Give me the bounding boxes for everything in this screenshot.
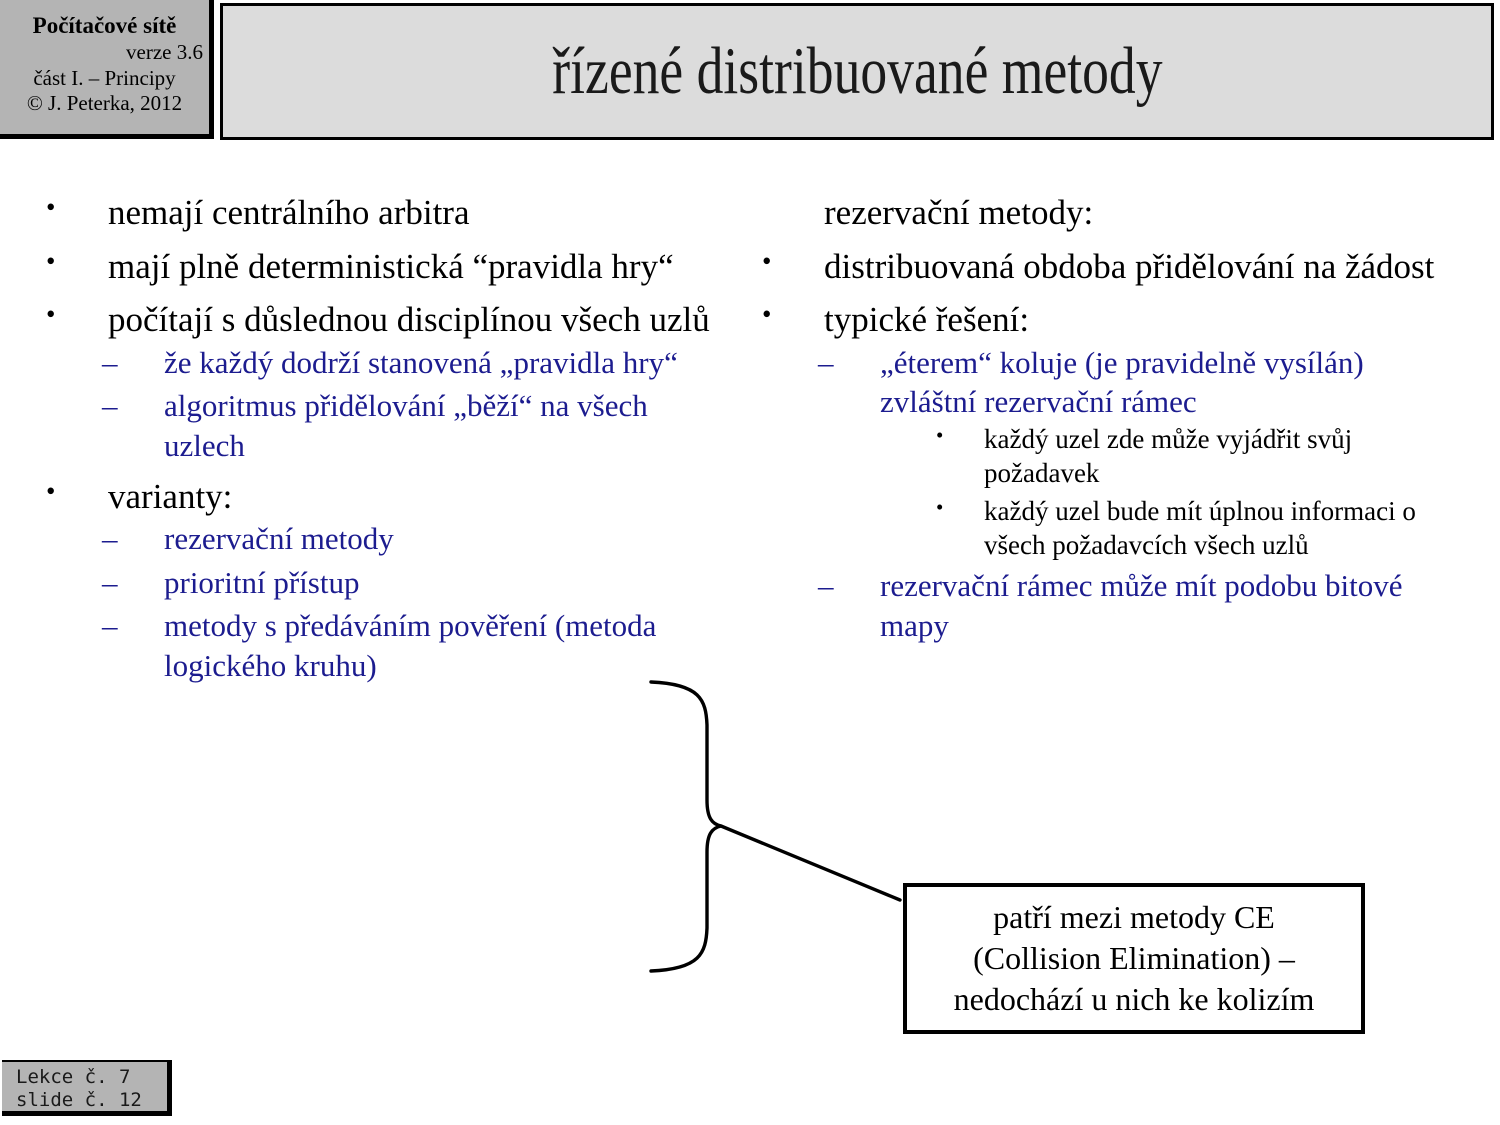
list-item: – rezervační metody [46, 519, 736, 559]
curly-brace-icon [651, 682, 721, 971]
list-item-label: nemají centrálního arbitra [108, 193, 470, 232]
list-item-label: prioritní přístup [164, 564, 360, 600]
bullet-list-level-2 [46, 343, 736, 466]
list-item-label: že každý dodrží stanovená „pravidla hry“ [164, 344, 678, 380]
course-part: část I. – Principy [33, 65, 176, 90]
list-item-label: rezervační rámec může mít podobu bitové mapy [880, 567, 1403, 643]
left-content-column [46, 190, 736, 694]
list-item: – prioritní přístup [46, 563, 736, 603]
list-item-label: každý uzel bude mít úplnou informaci o všech požadavcích všech uzlů [984, 495, 1416, 560]
list-item-label: varianty: [108, 476, 233, 516]
list-item: – algoritmus přidělování „běží“ na všech uzlech [46, 386, 736, 465]
right-bullet-list [762, 190, 1462, 645]
list-item: • nemají centrálního arbitra [46, 190, 736, 236]
callout-box [903, 883, 1365, 1034]
list-item-label: metody s předáváním pověření (metoda logického kruhu) [164, 608, 657, 684]
list-item-label: typické řešení: [824, 300, 1030, 339]
bullet-list-level-3 [818, 422, 1462, 562]
list-item-label: mají plně deterministická “pravidla hry“ [108, 246, 674, 286]
list-item-label: rezervační metody: [824, 193, 1094, 232]
list-item: – že každý dodrží stanovená „pravidla hry“ [46, 343, 736, 383]
course-version: verze 3.6 [126, 40, 203, 65]
footer-slide-number: slide č. 12 [16, 1089, 142, 1112]
slide-footer-box [2, 1060, 172, 1116]
list-item: • mají plně deterministická “pravidla hry“ [46, 244, 736, 290]
list-item-label: algoritmus přidělování „běží“ na všech uzlech [164, 388, 648, 463]
callout-line-1: patří mezi metody CE [993, 899, 1275, 936]
list-item-label: distribuovaná obdoba přidělování na žádost [824, 246, 1435, 286]
left-bullet-list [46, 190, 736, 686]
list-item [762, 190, 1462, 236]
right-content-column [762, 190, 1462, 653]
bullet-list-level-2 [762, 343, 1462, 646]
list-item: • distribuovaná obdoba přidělování na žádost [762, 244, 1462, 290]
list-item-label: každý uzel zde může vyjádřit svůj požadavek [984, 423, 1353, 488]
list-item: • typické řešení: – „éterem“ koluje (je pravidelně vysílán) zvláštní rezervační rámec • každý uzel zde může vyjádřit svůj požadavek • každý uzel bude mít úplnou informaci o všech požadavcích všech uzlů – rezervační rámec může mít podobu bitové mapy [762, 297, 1462, 645]
callout-line-2: (Collision Elimination) – [973, 940, 1295, 977]
list-item: • každý uzel zde může vyjádřit svůj požadavek [818, 422, 1462, 490]
list-item-label: rezervační metody [164, 521, 394, 557]
list-item-label: „éterem“ koluje (je pravidelně vysílán) zvláštní rezervační rámec [880, 344, 1364, 420]
course-identification-box [0, 0, 214, 139]
course-copyright: © J. Peterka, 2012 [26, 91, 183, 116]
list-item: • každý uzel bude mít úplnou informaci o všech požadavcích všech uzlů [818, 494, 1462, 562]
course-name: Počítačové sítě [32, 13, 177, 38]
bullet-list-level-2 [46, 519, 736, 686]
footer-lecture-number: Lekce č. 7 [16, 1066, 131, 1088]
leader-line [721, 826, 900, 900]
list-item-label: počítají s důslednou disciplínou všech uzlů [108, 300, 710, 339]
slide-title-bar [220, 3, 1494, 140]
list-item: – „éterem“ koluje (je pravidelně vysílán) zvláštní rezervační rámec • každý uzel zde může vyjádřit svůj požadavek • každý uzel bude mít úplnou informaci o všech požadavcích všech uzlů [762, 343, 1462, 562]
list-item: • varianty: – rezervační metody – prioritní přístup – metody s předáváním pověření (metoda logického kruhu) [46, 474, 736, 686]
list-item: – rezervační rámec může mít podobu bitové mapy [762, 566, 1462, 645]
page-title: řízené distribuované metody [551, 34, 1163, 108]
list-item: – metody s předáváním pověření (metoda logického kruhu) [46, 606, 736, 685]
list-item: • počítají s důslednou disciplínou všech uzlů – že každý dodrží stanovená „pravidla hry“ – algoritmus přidělování „běží“ na všech uzlech [46, 297, 736, 466]
callout-line-3: nedochází u nich ke kolizím [953, 980, 1315, 1017]
